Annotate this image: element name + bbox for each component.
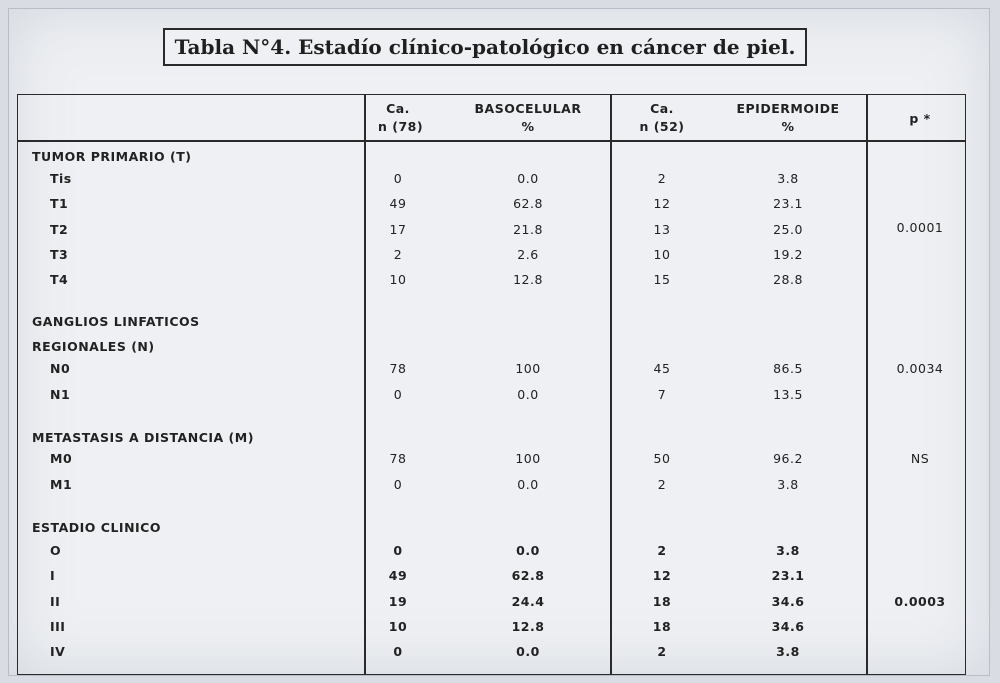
cell-pct-basocelular: 2.6 — [517, 246, 539, 262]
cell-pct-basocelular: 0.0 — [517, 171, 539, 186]
cell-pct-epidermoide: 23.1 — [771, 568, 805, 584]
cell-p-value: NS — [910, 451, 930, 466]
header-text: Ca. — [650, 101, 674, 116]
row-label: T1 — [50, 196, 69, 212]
section-title: ESTADIO CLINICO — [32, 520, 161, 535]
section-title: REGIONALES (N) — [32, 339, 155, 354]
cell-n-epidermoide: 2 — [657, 477, 667, 492]
cell-pct-epidermoide: 19.2 — [773, 246, 803, 262]
cell-pct-basocelular: 0.0 — [516, 543, 540, 558]
row-label: N0 — [50, 361, 71, 376]
header-divider — [17, 140, 966, 142]
cell-n-basocelular: 0 — [393, 644, 403, 660]
row-label: T2 — [50, 221, 69, 237]
cell-n-epidermoide: 15 — [653, 272, 671, 288]
row-label: T4 — [50, 272, 69, 288]
cell-n-epidermoide: 2 — [657, 171, 667, 186]
row-label: Tis — [50, 171, 72, 186]
cell-pct-basocelular: 0.0 — [517, 477, 539, 492]
header-ca-epidermoide — [634, 100, 690, 136]
cell-pct-basocelular: 0.0 — [516, 644, 540, 660]
cell-n-epidermoide: 18 — [652, 593, 672, 609]
cell-n-basocelular: 19 — [388, 593, 408, 609]
column-divider — [866, 94, 868, 675]
section-title: TUMOR PRIMARIO (T) — [32, 149, 192, 164]
cell-pct-basocelular: 100 — [515, 451, 541, 466]
cell-pct-epidermoide: 3.8 — [777, 477, 799, 492]
header-text: Ca. — [386, 101, 410, 116]
cell-n-basocelular: 10 — [388, 618, 408, 634]
row-label: T3 — [50, 246, 69, 262]
row-label: I — [50, 568, 56, 584]
cell-n-epidermoide: 45 — [653, 361, 671, 376]
cell-pct-epidermoide: 13.5 — [773, 387, 803, 402]
cell-pct-epidermoide: 86.5 — [773, 361, 803, 376]
cell-p-value: 0.0003 — [894, 594, 946, 609]
cell-n-basocelular: 10 — [389, 272, 407, 288]
cell-pct-basocelular: 12.8 — [513, 272, 543, 288]
cell-pct-epidermoide: 23.1 — [773, 196, 803, 212]
cell-n-basocelular: 78 — [389, 451, 407, 466]
header-text: n (78) — [378, 119, 424, 134]
cell-n-basocelular: 0 — [393, 171, 403, 186]
cell-pct-epidermoide: 25.0 — [773, 221, 803, 237]
cell-pct-basocelular: 0.0 — [517, 387, 539, 402]
cell-n-basocelular: 0 — [393, 477, 403, 492]
cell-p-value: 0.0034 — [896, 361, 944, 376]
row-label: III — [50, 618, 66, 634]
cell-pct-epidermoide: 28.8 — [773, 272, 803, 288]
cell-n-epidermoide: 18 — [652, 618, 672, 634]
cell-n-basocelular: 17 — [389, 221, 407, 237]
header-text: n (52) — [639, 119, 685, 134]
cell-pct-basocelular: 12.8 — [511, 618, 545, 634]
row-label: M1 — [50, 477, 73, 492]
row-label: O — [50, 543, 62, 558]
header-basocelular — [470, 100, 586, 136]
cell-pct-basocelular: 24.4 — [511, 593, 545, 609]
cell-pct-epidermoide: 96.2 — [773, 451, 803, 466]
cell-pct-basocelular: 62.8 — [511, 568, 545, 584]
row-label: M0 — [50, 451, 73, 466]
header-text: EPIDERMOIDE — [736, 101, 840, 116]
row-label: II — [50, 593, 61, 609]
cell-pct-basocelular: 100 — [515, 361, 541, 376]
cell-n-epidermoide: 2 — [657, 543, 667, 558]
cell-n-epidermoide: 2 — [657, 644, 667, 660]
cell-n-epidermoide: 7 — [657, 387, 667, 402]
cell-n-epidermoide: 12 — [653, 196, 671, 212]
cell-n-epidermoide: 10 — [653, 246, 671, 262]
cell-pct-epidermoide: 3.8 — [776, 543, 800, 558]
header-text: % — [521, 119, 535, 134]
cell-pct-epidermoide: 3.8 — [777, 171, 799, 186]
header-p: p * — [909, 111, 931, 126]
cell-n-epidermoide: 13 — [653, 221, 671, 237]
header-text: BASOCELULAR — [474, 101, 582, 116]
cell-n-basocelular: 49 — [389, 196, 407, 212]
row-label: IV — [50, 644, 66, 660]
cell-pct-basocelular: 21.8 — [513, 221, 543, 237]
cell-pct-epidermoide: 34.6 — [771, 593, 805, 609]
cell-n-basocelular: 78 — [389, 361, 407, 376]
section-title: GANGLIOS LINFATICOS — [32, 314, 200, 329]
cell-n-epidermoide: 12 — [652, 568, 672, 584]
cell-n-epidermoide: 50 — [653, 451, 671, 466]
cell-n-basocelular: 49 — [388, 568, 408, 584]
header-text: % — [781, 119, 795, 134]
cell-pct-epidermoide: 34.6 — [771, 618, 805, 634]
column-divider — [364, 94, 366, 675]
column-divider — [610, 94, 612, 675]
section-title: METASTASIS A DISTANCIA (M) — [32, 430, 254, 445]
row-label: N1 — [50, 387, 71, 402]
cell-pct-basocelular: 62.8 — [513, 196, 543, 212]
header-epidermoide — [728, 100, 848, 136]
cell-n-basocelular: 0 — [393, 543, 403, 558]
cell-p-value: 0.0001 — [896, 220, 944, 235]
cell-pct-epidermoide: 3.8 — [776, 644, 800, 660]
header-ca-basocelular — [378, 100, 424, 136]
cell-n-basocelular: 2 — [393, 246, 403, 262]
cell-n-basocelular: 0 — [393, 387, 403, 402]
table-title: Tabla N°4. Estadío clínico-patológico en cáncer de piel. — [163, 28, 807, 66]
